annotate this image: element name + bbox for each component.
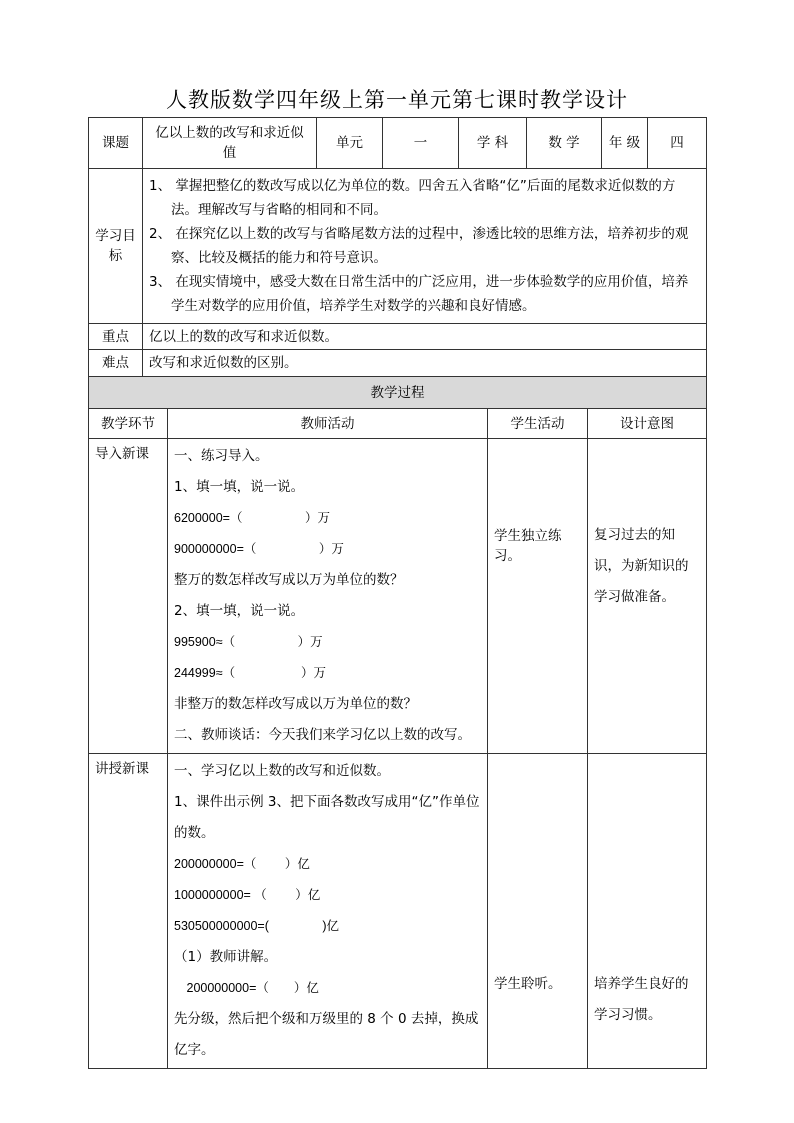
key-point-value: 亿以上的数的改写和求近似数。 (143, 324, 707, 350)
col-phase-header: 教学环节 (89, 409, 168, 439)
col-teacher-header: 教师活动 (168, 409, 488, 439)
activity-line: 200000000=（ ）亿 (174, 857, 310, 871)
col-intent-header: 设计意图 (588, 409, 707, 439)
activity-line: 995900≈（ ）万 (174, 635, 323, 649)
activity-line: 一、学习亿以上数的改写和近似数。 (174, 763, 390, 779)
unit-label: 单元 (317, 118, 383, 169)
difficulty-value: 改写和求近似数的区别。 (143, 350, 707, 377)
grade-value: 四 (648, 118, 707, 169)
teacher-activity-new (168, 754, 488, 1069)
goals-list (143, 169, 707, 324)
lesson-info-table (88, 117, 707, 377)
activity-line: 1、课件出示例 3、把下面各数改写成用“亿”作单位的数。 (174, 794, 480, 841)
goal-item: 1、 掌握把整亿的数改写成以亿为单位的数。四舍五入省略“亿”后面的尾数求近似数的方法。理解改写与省略的相同和不同。 (149, 178, 676, 218)
teaching-process-table (88, 376, 707, 1069)
col-student-header: 学生活动 (488, 409, 588, 439)
activity-line: 1、填一填，说一说。 (174, 479, 305, 495)
activity-line: 非整万的数怎样改写成以万为单位的数？ (174, 696, 417, 712)
goal-item: 3、 在现实情境中，感受大数在日常生活中的广泛应用，进一步体验数学的应用价值，培养学生对数学的应用价值，培养学生对数学的兴趣和良好情感。 (149, 274, 689, 314)
activity-line: 整万的数怎样改写成以万为单位的数？ (174, 572, 404, 588)
activity-line: 530500000000=( )亿 (174, 919, 340, 933)
goal-item: 2、 在探究亿以上数的改写与省略尾数方法的过程中，渗透比较的思维方法，培养初步的观察、比较及概括的能力和符号意识。 (149, 226, 689, 266)
activity-line: 900000000=（ ）万 (174, 542, 344, 556)
intent-new: 培养学生良好的学习习惯。 (588, 754, 707, 1069)
activity-line: 244999≈（ ）万 (174, 666, 327, 680)
phase-intro: 导入新课 (89, 439, 168, 754)
document-title: 人教版数学四年级上第一单元第七课时教学设计 (166, 88, 628, 112)
subject-label: 学 科 (459, 118, 527, 169)
student-activity-new: 学生聆听。 (488, 754, 588, 1069)
activity-line: 200000000=（ ）亿 (174, 981, 319, 995)
topic-value: 亿以上数的改写和求近似值 (143, 118, 317, 169)
phase-new-lesson: 讲授新课 (89, 754, 168, 1069)
activity-line: 6200000=（ ）万 (174, 511, 330, 525)
grade-label: 年 级 (602, 118, 648, 169)
key-point-label: 重点 (89, 324, 143, 350)
difficulty-label: 难点 (89, 350, 143, 377)
activity-line: （1）教师讲解。 (174, 949, 278, 965)
intent-intro: 复习过去的知识，为新知识的学习做准备。 (588, 439, 707, 754)
unit-value: 一 (383, 118, 459, 169)
activity-line: 2、填一填，说一说。 (174, 603, 305, 619)
subject-value: 数 学 (527, 118, 602, 169)
activity-line: 先分级，然后把个级和万级里的 8 个 0 去掉，换成亿字。 (174, 1011, 479, 1058)
student-activity-intro: 学生独立练习。 (488, 439, 588, 754)
activity-line: 1000000000= （ ）亿 (174, 888, 321, 902)
process-heading: 教学过程 (89, 377, 707, 409)
activity-line: 二、教师谈话：今天我们来学习亿以上数的改写。 (174, 727, 471, 743)
activity-line: 一、练习导入。 (174, 448, 269, 464)
goals-label: 学习目标 (89, 169, 143, 324)
topic-label: 课题 (89, 118, 143, 169)
teacher-activity-intro (168, 439, 488, 754)
